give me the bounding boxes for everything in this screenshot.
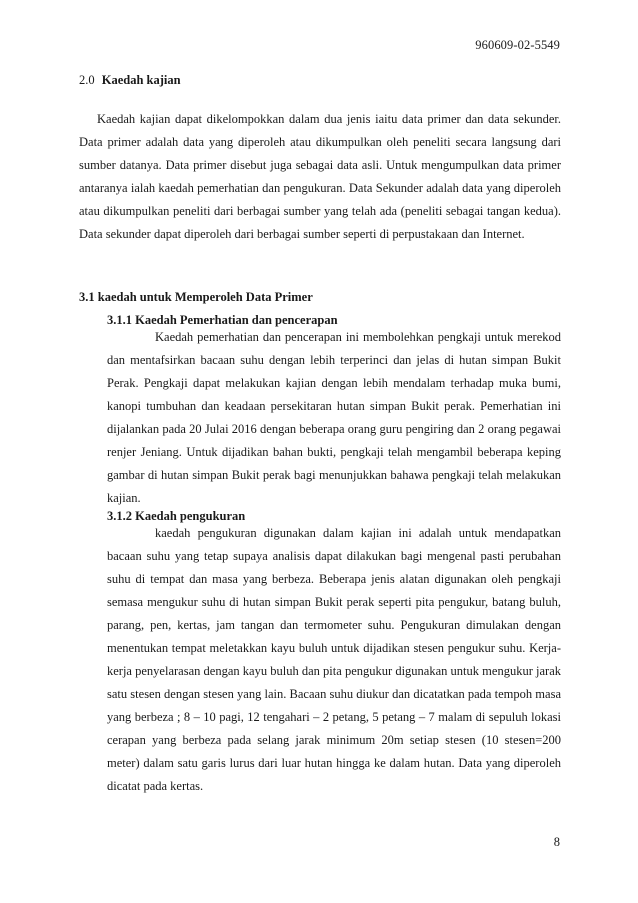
- section-2-title: Kaedah kajian: [101, 73, 181, 87]
- section-3-1-1-heading: 3.1.1 Kaedah Pemerhatian dan pencerapan: [107, 313, 338, 327]
- section-3-1-1-paragraph: Kaedah pemerhatian dan pencerapan ini membolehkan pengkaji untuk merekod dan mentafsirkan bacaan suhu dengan lebih terperinci dan jelas di hutan simpan Bukit Perak. Pengkaji dapat melakukan kajian dengan lebih mendalam terhadap muka bumi, kanopi tumbuhan dan keadaan persekitaran hutan simpan Bukit perak. Pemerhatian ini dijalankan pada 20 Julai 2016 dengan beberapa orang guru pengiring dan 2 orang pegawai renjer Jeniang. Untuk dijadikan bahan bukti, pengkaji telah mengambil beberapa keping gambar di hutan simpan Bukit perak bagi menunjukkan bahawa pengkaji telah melakukan kajian.: [107, 330, 561, 505]
- section-3-1-heading: 3.1 kaedah untuk Memperoleh Data Primer: [79, 290, 313, 304]
- section-3-1-2-heading: 3.1.2 Kaedah pengukuran: [107, 509, 246, 523]
- document-id: 960609-02-5549: [475, 38, 560, 52]
- section-2-number: 2.0: [79, 73, 95, 87]
- page-number: 8: [553, 835, 560, 849]
- section-3-1-2-paragraph: kaedah pengukuran digunakan dalam kajian ini adalah untuk mendapatkan bacaan suhu yang tetap supaya analisis dapat dilakukan bagi mengenal pasti perubahan suhu di tempat dan masa yang berbeza. Beberapa jenis alatan digunakan oleh pengkaji semasa mengukur suhu di hutan simpan Bukit perak seperti pita pengukur, batang buluh, parang, pen, kertas, jam tangan dan termometer suhu. Pengukuran dimulakan dengan menentukan tempat meletakkan kayu buluh untuk dijadikan stesen pengukur suhu. Kerja-kerja penyelarasan dengan kayu buluh dan pita pengukur digunakan untuk mengukur jarak satu stesen dengan stesen yang lain. Bacaan suhu diukur dan dicatatkan pada tempoh masa yang berbeza ; 8 – 10 pagi, 12 tengahari – 2 petang, 5 petang – 7 malam di sepuluh lokasi cerapan yang berbeza pada selang jarak minimum 20m setiap stesen (10 stesen=200 meter) dalam satu garis lurus dari luar hutan hingga ke dalam hutan. Data yang diperoleh dicatat pada kertas.: [107, 526, 561, 793]
- section-2-heading: [79, 73, 181, 88]
- section-2-paragraph: Kaedah kajian dapat dikelompokkan dalam dua jenis iaitu data primer dan data sekunder. Data primer adalah data yang diperoleh atau dikumpulkan oleh peneliti secara langsung dari sumber datanya. Data primer disebut juga sebagai data asli. Untuk mengumpulkan data primer antaranya ialah kaedah pemerhatian dan pengukuran. Data Sekunder adalah data yang diperoleh atau dikumpulkan peneliti dari berbagai sumber yang telah ada (peneliti sebagai tangan kedua). Data sekunder dapat diperoleh dari berbagai sumber seperti di perpustakaan dan Internet.: [79, 112, 561, 241]
